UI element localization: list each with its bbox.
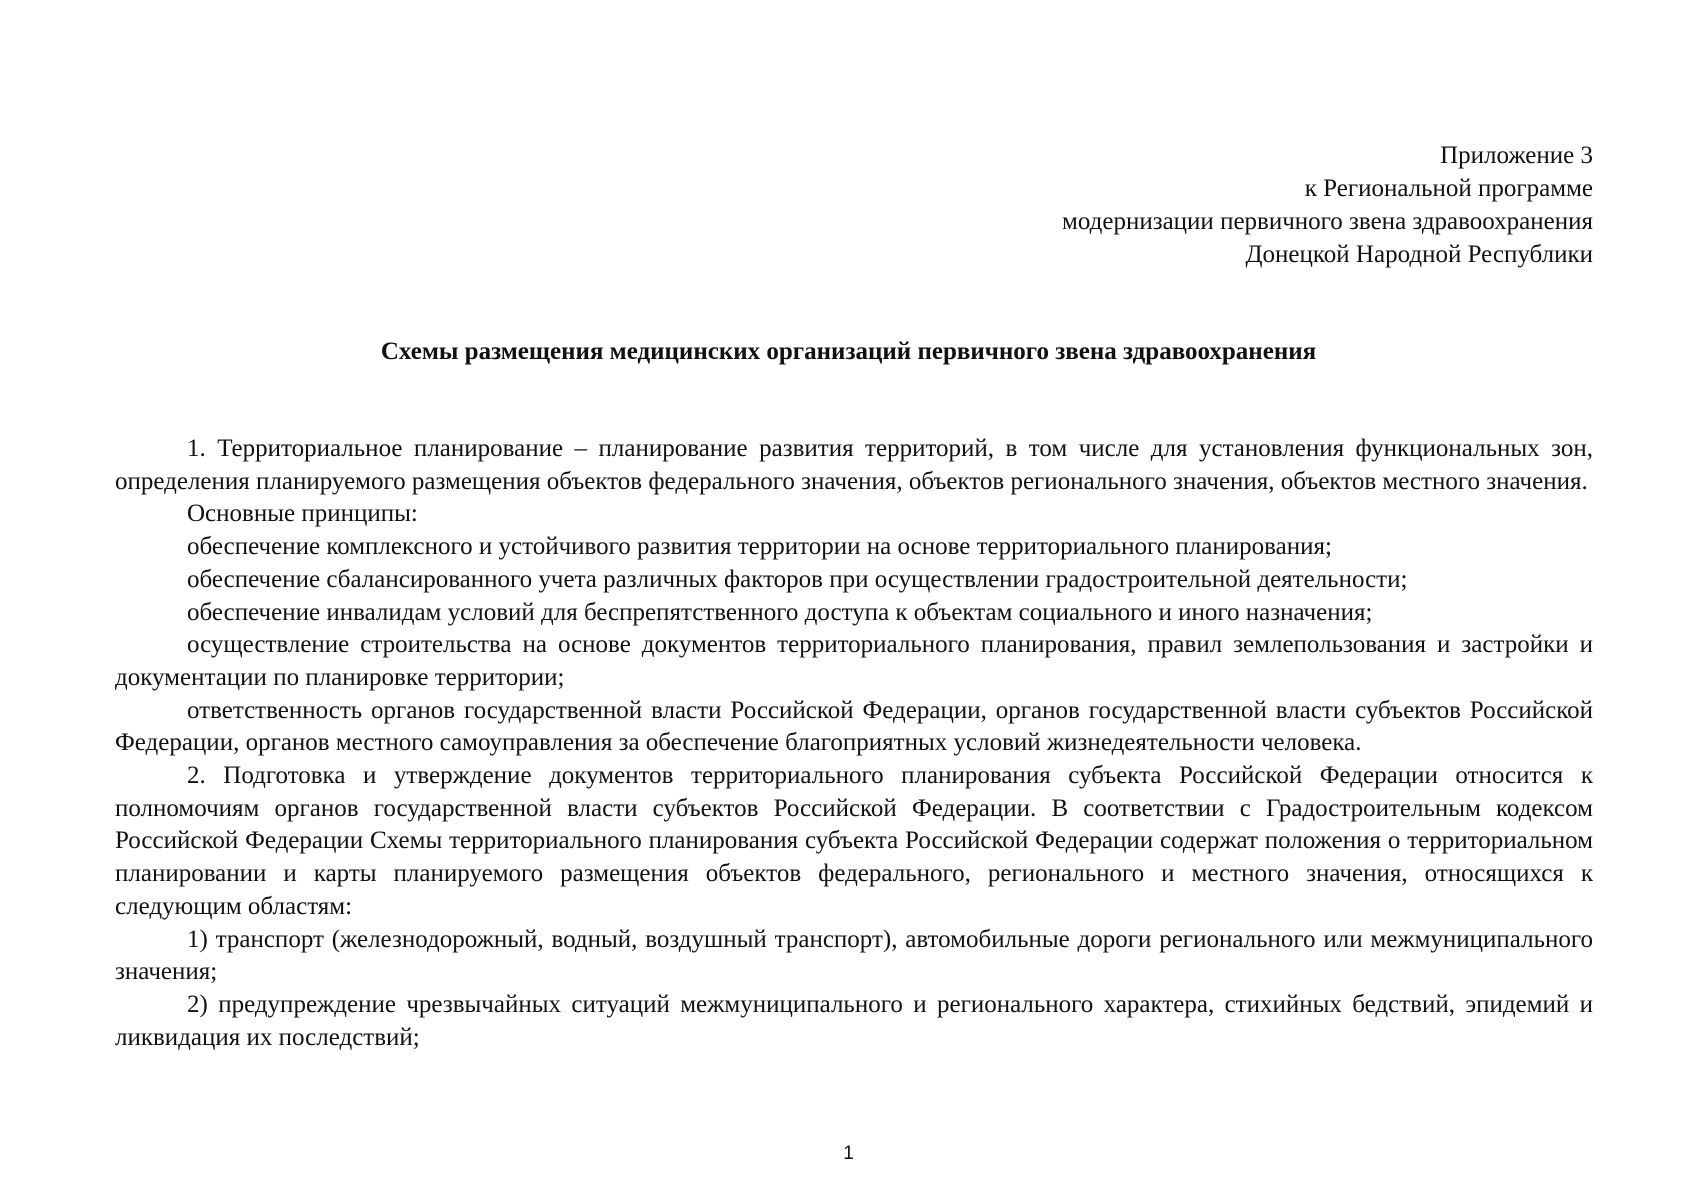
paragraph-9: 1) транспорт (железнодорожный, водный, воздушный транспорт), автомобильные дороги регионального или межмуниципального значения; xyxy=(115,925,1593,986)
appendix-line-4: Донецкой Народной Республики xyxy=(1245,241,1593,268)
paragraph-8: 2. Подготовка и утверждение документов территориального планирования субъекта Российской Федерации относится к полномочиям органов государственной власти субъектов Российской Федерации. В соответствии с Градостроительным кодексом Российской Федерации Схемы территориального планирования субъекта Российской Федерации содержат положения о территориальном планировании и карты планируемого размещения объектов федерального, регионального и местного значения, относящихся к следующим областям: xyxy=(115,762,1593,920)
paragraph-3: обеспечение комплексного и устойчивого развития территории на основе территориального планирования; xyxy=(187,533,1332,561)
paragraph-7: ответственность органов государственной власти Российской Федерации, органов государственной власти субъектов Российской Федерации, органов местного самоуправления за обеспечение благоприятных условий жизнедеятельности человека. xyxy=(115,696,1593,757)
appendix-line-1: Приложение 3 xyxy=(1440,142,1593,169)
paragraph-10: 2) предупреждение чрезвычайных ситуаций межмуниципального и регионального характера, стихийных бедствий, эпидемий и ликвидация их последствий; xyxy=(115,990,1593,1051)
document-body xyxy=(115,433,1593,1054)
appendix-header xyxy=(1062,139,1593,271)
paragraph-1: 1. Территориальное планирование – планирование развития территорий, в том числе для установления функциональных зон, определения планируемого размещения объектов федерального значения, объектов регионального значения, объектов местного значения. xyxy=(115,435,1593,495)
appendix-line-3: модернизации первичного звена здравоохранения xyxy=(1062,208,1593,235)
page-number: 1 xyxy=(843,1143,854,1164)
paragraph-2: Основные принципы: xyxy=(187,500,418,528)
paragraph-6: осуществление строительства на основе документов территориального планирования, правил землепользования и застройки и документации по планировке территории; xyxy=(115,631,1593,691)
paragraph-5: обеспечение инвалидам условий для беспрепятственного доступа к объектам социального и иного назначения; xyxy=(187,598,1373,626)
paragraph-4: обеспечение сбалансированного учета различных факторов при осуществлении градостроительной деятельности; xyxy=(187,565,1408,593)
document-title: Схемы размещения медицинских организаций первичного звена здравоохранения xyxy=(380,338,1317,365)
appendix-line-2: к Региональной программе xyxy=(1304,175,1593,202)
